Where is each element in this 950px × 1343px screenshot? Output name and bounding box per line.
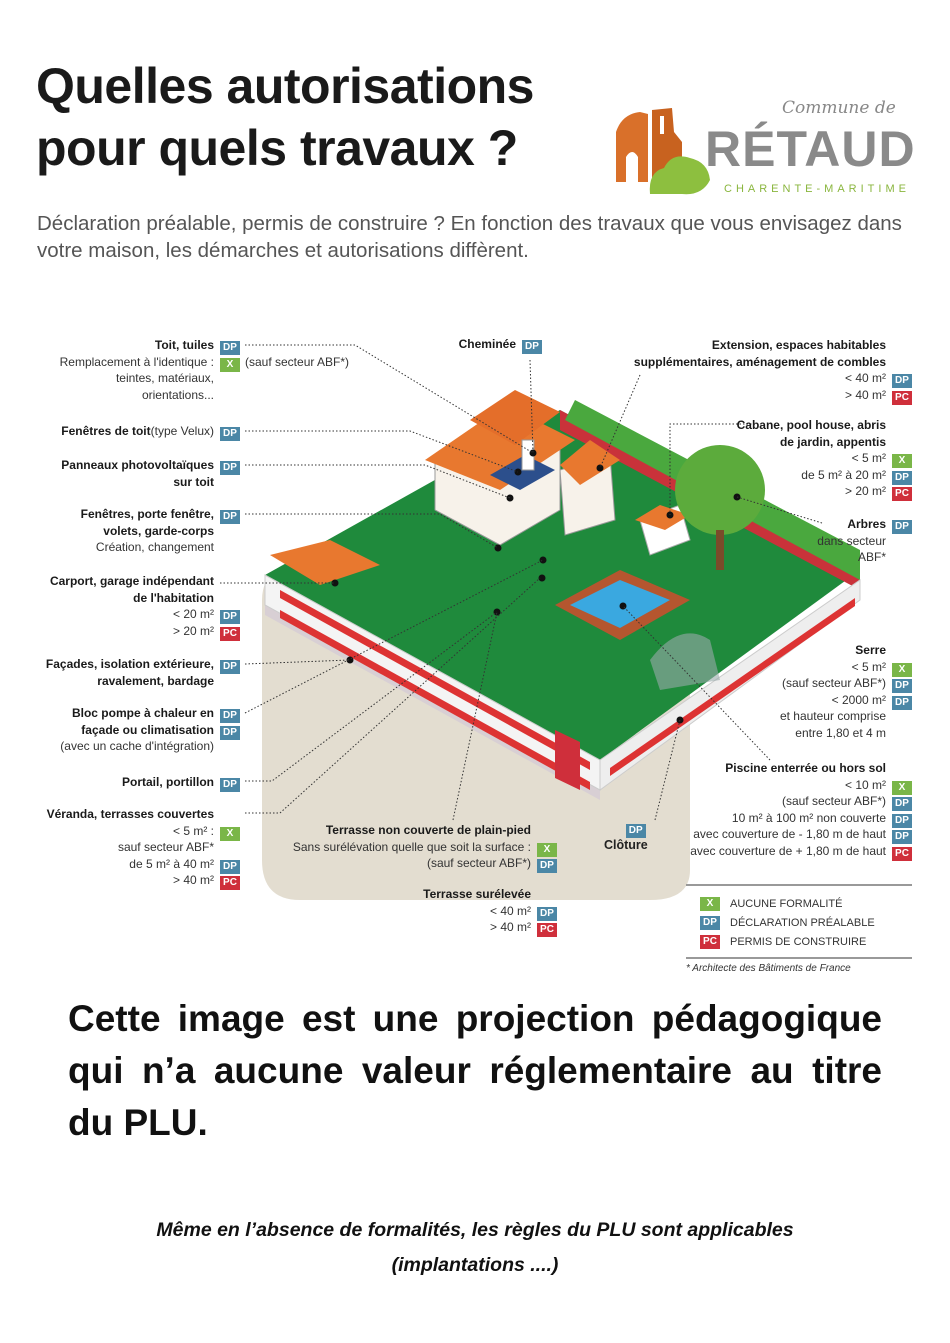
label-veranda bbox=[47, 806, 240, 889]
label-heading: Arbres bbox=[847, 517, 886, 531]
badge-slot bbox=[220, 458, 240, 472]
logo-department: CHARENTE-MARITIME bbox=[724, 183, 910, 195]
badge-slot bbox=[537, 887, 557, 901]
label-row bbox=[60, 387, 240, 404]
label-text: (type Velux) bbox=[150, 424, 214, 438]
label-row bbox=[47, 806, 240, 823]
label-text: Création, changement bbox=[95, 540, 214, 554]
badge-slot bbox=[892, 534, 912, 548]
label-text: teintes, matériaux, bbox=[115, 371, 214, 385]
label-text: < 5 m² bbox=[851, 451, 886, 465]
badge-slot bbox=[220, 540, 240, 554]
badge-slot bbox=[892, 660, 912, 674]
legend-badge: X bbox=[700, 897, 720, 911]
label-text: sauf secteur ABF* bbox=[117, 840, 214, 854]
label-text: (sauf secteur ABF*) bbox=[781, 676, 886, 690]
label-row bbox=[690, 843, 912, 860]
label-cloture bbox=[604, 822, 648, 852]
label-heading: Carport, garage indépendant bbox=[49, 574, 214, 588]
label-row bbox=[737, 450, 912, 467]
label-row bbox=[634, 337, 912, 354]
label-row bbox=[459, 336, 542, 353]
label-heading: supplémentaires, aménagement de combles bbox=[633, 354, 886, 369]
logo-emblem-icon bbox=[612, 102, 712, 202]
label-row bbox=[780, 708, 912, 725]
label-row bbox=[47, 872, 240, 889]
label-heading: sur toit bbox=[173, 474, 214, 489]
x-badge: X bbox=[220, 827, 240, 841]
dp-badge: DP bbox=[220, 341, 240, 355]
label-row bbox=[46, 673, 240, 690]
label-arbres bbox=[817, 516, 912, 566]
dp-badge: DP bbox=[220, 660, 240, 674]
badge-slot bbox=[220, 807, 240, 821]
label-text: > 40 m² bbox=[489, 920, 531, 934]
badge-slot bbox=[220, 507, 240, 521]
x-badge: X bbox=[537, 843, 557, 857]
label-text: avec couverture de + 1,80 m de haut bbox=[690, 843, 886, 858]
dp-badge: DP bbox=[892, 471, 912, 485]
label-text: < 5 m² : bbox=[172, 823, 214, 838]
badge-slot bbox=[892, 435, 912, 449]
badge-slot bbox=[220, 840, 240, 854]
badge-slot bbox=[220, 775, 240, 789]
label-row bbox=[737, 434, 912, 451]
label-text: (sauf secteur ABF*) bbox=[426, 856, 531, 870]
label-row bbox=[817, 533, 912, 550]
label-text: (sauf secteur ABF*) bbox=[781, 794, 886, 808]
pc-badge: PC bbox=[892, 847, 912, 861]
label-text: < 20 m² bbox=[172, 607, 214, 621]
badge-slot bbox=[220, 524, 240, 538]
x-badge: X bbox=[220, 358, 240, 372]
badge-slot bbox=[892, 693, 912, 707]
dp-badge: DP bbox=[537, 907, 557, 921]
label-heading: Toit, tuiles bbox=[154, 338, 214, 352]
label-text: < 40 m² bbox=[844, 371, 886, 385]
legend-badge: PC bbox=[700, 935, 720, 949]
badge-slot bbox=[220, 388, 240, 402]
label-text: > 40 m² bbox=[172, 873, 214, 887]
dp-badge: DP bbox=[220, 778, 240, 792]
label-terrasse-plain-pied bbox=[293, 822, 557, 872]
logo-commune: Commune de bbox=[782, 98, 896, 118]
badge-slot bbox=[892, 371, 912, 385]
label-row bbox=[634, 387, 912, 404]
badge-slot bbox=[892, 709, 912, 723]
label-heading: Fenêtres, porte fenêtre, bbox=[80, 507, 214, 521]
label-serre bbox=[780, 642, 912, 741]
label-row bbox=[293, 822, 557, 839]
label-heading: Portail, portillon bbox=[122, 775, 214, 789]
badge-slot bbox=[537, 856, 557, 870]
label-row bbox=[81, 506, 240, 523]
label-row bbox=[690, 793, 912, 810]
badge-slot bbox=[892, 778, 912, 792]
label-row bbox=[780, 725, 912, 742]
legend-footnote: * Architecte des Bâtiments de France bbox=[686, 957, 912, 974]
dp-badge: DP bbox=[892, 696, 912, 710]
title-line-1: Quelles autorisations bbox=[36, 58, 534, 114]
label-row bbox=[634, 354, 912, 371]
badge-slot bbox=[220, 857, 240, 871]
label-row bbox=[293, 855, 557, 872]
dp-badge: DP bbox=[220, 709, 240, 723]
label-text: < 10 m² bbox=[844, 777, 886, 792]
dp-badge: DP bbox=[892, 830, 912, 844]
disclaimer: Cette image est une projection pédagogique qui n’a aucune valeur réglementaire au titre du PLU. bbox=[68, 998, 882, 1143]
label-row bbox=[50, 606, 240, 623]
label-heading: façade ou climatisation bbox=[81, 722, 214, 737]
badge-slot bbox=[892, 643, 912, 657]
legend-badge: DP bbox=[700, 916, 720, 930]
badge-slot bbox=[892, 338, 912, 352]
label-row bbox=[780, 659, 912, 676]
dp-badge: DP bbox=[220, 427, 240, 441]
label-row bbox=[634, 370, 912, 387]
label-row bbox=[690, 826, 912, 843]
label-row bbox=[61, 457, 240, 474]
dp-badge: DP bbox=[537, 859, 557, 873]
label-fenetres-de-toit bbox=[61, 423, 240, 440]
plu-note bbox=[40, 1213, 910, 1283]
label-text: entre 1,80 et 4 m bbox=[795, 725, 886, 740]
legend-label: DÉCLARATION PRÉALABLE bbox=[730, 916, 875, 929]
label-heading: Terrasse surélevée bbox=[423, 887, 531, 901]
label-heading: Véranda, terrasses couvertes bbox=[46, 807, 214, 821]
label-fenetres bbox=[81, 506, 240, 556]
label-row bbox=[59, 354, 350, 371]
label-text: de 5 m² à 20 m² bbox=[801, 467, 886, 482]
label-pompe-a-chaleur bbox=[60, 705, 240, 755]
badge-slot bbox=[537, 920, 557, 934]
badge-slot bbox=[892, 451, 912, 465]
label-heading: Façades, isolation extérieure, bbox=[45, 657, 214, 671]
label-heading: Panneaux photovoltaïques bbox=[61, 458, 214, 472]
pc-badge: PC bbox=[892, 391, 912, 405]
label-row bbox=[46, 656, 240, 673]
badge-slot bbox=[220, 607, 240, 621]
label-row bbox=[690, 760, 912, 777]
label-row bbox=[60, 337, 240, 354]
dp-badge: DP bbox=[892, 374, 912, 388]
badge-slot bbox=[220, 371, 240, 385]
label-text: avec couverture de - 1,80 m de haut bbox=[693, 827, 886, 841]
note-line-1: Même en l’absence de formalités, les règles du PLU sont applicables bbox=[156, 1219, 794, 1241]
badge-slot bbox=[220, 723, 240, 737]
badge-slot bbox=[892, 550, 912, 564]
label-text: < 2000 m² bbox=[831, 692, 886, 707]
label-row bbox=[47, 839, 240, 856]
legend-item-dp bbox=[686, 913, 912, 932]
title-line-2: pour quels travaux ? bbox=[36, 120, 518, 176]
dp-badge: DP bbox=[220, 610, 240, 624]
label-row bbox=[293, 839, 557, 856]
label-text: > 20 m² bbox=[844, 484, 886, 498]
label-row bbox=[60, 738, 240, 755]
badge-slot bbox=[220, 706, 240, 720]
label-row bbox=[81, 539, 240, 556]
label-portail bbox=[122, 774, 240, 791]
label-row bbox=[50, 590, 240, 607]
dp-badge: DP bbox=[892, 520, 912, 534]
label-heading: volets, garde-corps bbox=[103, 523, 214, 538]
x-badge: X bbox=[892, 781, 912, 795]
legend-item-pc bbox=[686, 932, 912, 951]
logo-name: RÉTAUD bbox=[705, 121, 916, 177]
label-row bbox=[780, 642, 912, 659]
label-cheminee bbox=[459, 336, 542, 353]
pc-badge: PC bbox=[892, 487, 912, 501]
badge-slot bbox=[892, 388, 912, 402]
label-heading: Serre bbox=[855, 643, 886, 657]
label-text: > 40 m² bbox=[844, 387, 886, 402]
label-heading: Bloc pompe à chaleur en bbox=[71, 706, 214, 720]
pc-badge: PC bbox=[220, 876, 240, 890]
label-row bbox=[423, 886, 557, 903]
label-row bbox=[690, 777, 912, 794]
dp-badge: DP bbox=[892, 679, 912, 693]
label-row bbox=[60, 370, 240, 387]
label-text: (avec un cache d'intégration) bbox=[60, 739, 214, 753]
label-text: dans secteur bbox=[817, 533, 886, 548]
badge-slot bbox=[892, 676, 912, 690]
pc-badge: PC bbox=[537, 923, 557, 937]
badge-slot bbox=[220, 574, 240, 588]
label-heading: Extension, espaces habitables bbox=[711, 338, 886, 352]
label-text: < 5 m² bbox=[851, 659, 886, 674]
badge-slot bbox=[892, 844, 912, 858]
label-after-text: (sauf secteur ABF*) bbox=[245, 354, 350, 369]
label-text: de 5 m² à 40 m² bbox=[129, 856, 214, 871]
badge-slot bbox=[537, 840, 557, 854]
label-row bbox=[81, 523, 240, 540]
page-title bbox=[36, 55, 534, 179]
label-extension bbox=[634, 337, 912, 403]
label-row bbox=[423, 919, 557, 936]
badge-slot bbox=[522, 337, 542, 351]
label-text: ABF* bbox=[857, 550, 886, 564]
legend-label: PERMIS DE CONSTRUIRE bbox=[730, 935, 867, 948]
badge-slot bbox=[220, 739, 240, 753]
label-heading: de jardin, appentis bbox=[779, 434, 886, 449]
dp-badge: DP bbox=[892, 814, 912, 828]
label-row bbox=[737, 483, 912, 500]
label-row bbox=[60, 705, 240, 722]
label-terrasse-surelevee bbox=[423, 886, 557, 936]
dp-badge: DP bbox=[522, 340, 542, 354]
label-row bbox=[780, 675, 912, 692]
pc-badge: PC bbox=[220, 627, 240, 641]
x-badge: X bbox=[892, 663, 912, 677]
dp-badge: DP bbox=[220, 726, 240, 740]
label-heading: Piscine enterrée ou hors sol bbox=[725, 761, 886, 775]
label-text: et hauteur comprise bbox=[779, 709, 886, 723]
label-piscine bbox=[690, 760, 912, 859]
label-heading: Cheminée bbox=[458, 337, 516, 351]
label-cabane bbox=[737, 417, 912, 500]
label-row bbox=[737, 467, 912, 484]
label-carport bbox=[50, 573, 240, 639]
label-row bbox=[50, 573, 240, 590]
badge-slot bbox=[537, 904, 557, 918]
badge-slot bbox=[220, 355, 240, 369]
badge-slot bbox=[892, 726, 912, 740]
label-row bbox=[60, 722, 240, 739]
badge-slot bbox=[220, 475, 240, 489]
badge-slot bbox=[220, 674, 240, 688]
label-text: orientations... bbox=[141, 387, 214, 402]
label-row bbox=[50, 623, 240, 640]
legend-label: AUCUNE FORMALITÉ bbox=[730, 897, 843, 910]
label-heading: Terrasse non couverte de plain-pied bbox=[325, 823, 531, 837]
badge-slot bbox=[892, 468, 912, 482]
label-row bbox=[47, 856, 240, 873]
badge-slot bbox=[220, 824, 240, 838]
label-row bbox=[817, 549, 912, 566]
badge-slot bbox=[220, 873, 240, 887]
badge-slot bbox=[220, 338, 240, 352]
label-row bbox=[47, 823, 240, 840]
badge-slot bbox=[537, 823, 557, 837]
label-row bbox=[122, 774, 240, 791]
badge-slot bbox=[220, 424, 240, 438]
label-heading: Fenêtres de toit bbox=[61, 424, 151, 438]
badge-slot bbox=[892, 811, 912, 825]
badge-slot bbox=[892, 418, 912, 432]
badge-slot bbox=[892, 517, 912, 531]
label-panneaux-photovoltaiques bbox=[61, 457, 240, 490]
commune-logo bbox=[612, 98, 916, 200]
cloture-text: Clôture bbox=[604, 838, 648, 852]
label-facades bbox=[46, 656, 240, 689]
label-text: Remplacement à l'identique : bbox=[59, 354, 214, 369]
dp-badge: DP bbox=[892, 797, 912, 811]
note-line-2: (implantations ....) bbox=[391, 1254, 559, 1276]
x-badge: X bbox=[892, 454, 912, 468]
label-toit-tuiles bbox=[59, 337, 350, 403]
label-row bbox=[61, 474, 240, 491]
badge-slot bbox=[220, 624, 240, 638]
badge-slot bbox=[220, 657, 240, 671]
cloture-badge: DP bbox=[626, 824, 646, 838]
page-subtitle: Déclaration préalable, permis de construire ? En fonction des travaux que vous envisagez dans votre maison, les démarches et autorisations diffèrent. bbox=[37, 212, 902, 262]
dp-badge: DP bbox=[220, 860, 240, 874]
label-row bbox=[780, 692, 912, 709]
label-row bbox=[423, 903, 557, 920]
label-row bbox=[61, 423, 240, 440]
label-text: Sans surélévation quelle que soit la surface : bbox=[292, 839, 531, 854]
badge-slot bbox=[892, 827, 912, 841]
dp-badge: DP bbox=[220, 510, 240, 524]
label-row bbox=[690, 810, 912, 827]
dp-badge: DP bbox=[220, 461, 240, 475]
badge-slot bbox=[892, 794, 912, 808]
label-row bbox=[737, 417, 912, 434]
badge-slot bbox=[892, 761, 912, 775]
badge-slot bbox=[892, 484, 912, 498]
label-heading: ravalement, bardage bbox=[97, 673, 214, 688]
label-heading: Cabane, pool house, abris bbox=[736, 418, 886, 432]
label-text: > 20 m² bbox=[172, 623, 214, 638]
badge-slot bbox=[220, 591, 240, 605]
badge-slot bbox=[892, 355, 912, 369]
legend bbox=[686, 884, 912, 974]
label-row bbox=[817, 516, 912, 533]
label-heading: de l'habitation bbox=[133, 590, 214, 605]
label-text: 10 m² à 100 m² non couverte bbox=[731, 810, 886, 825]
label-text: < 40 m² bbox=[489, 903, 531, 918]
legend-item-aucune bbox=[686, 894, 912, 913]
